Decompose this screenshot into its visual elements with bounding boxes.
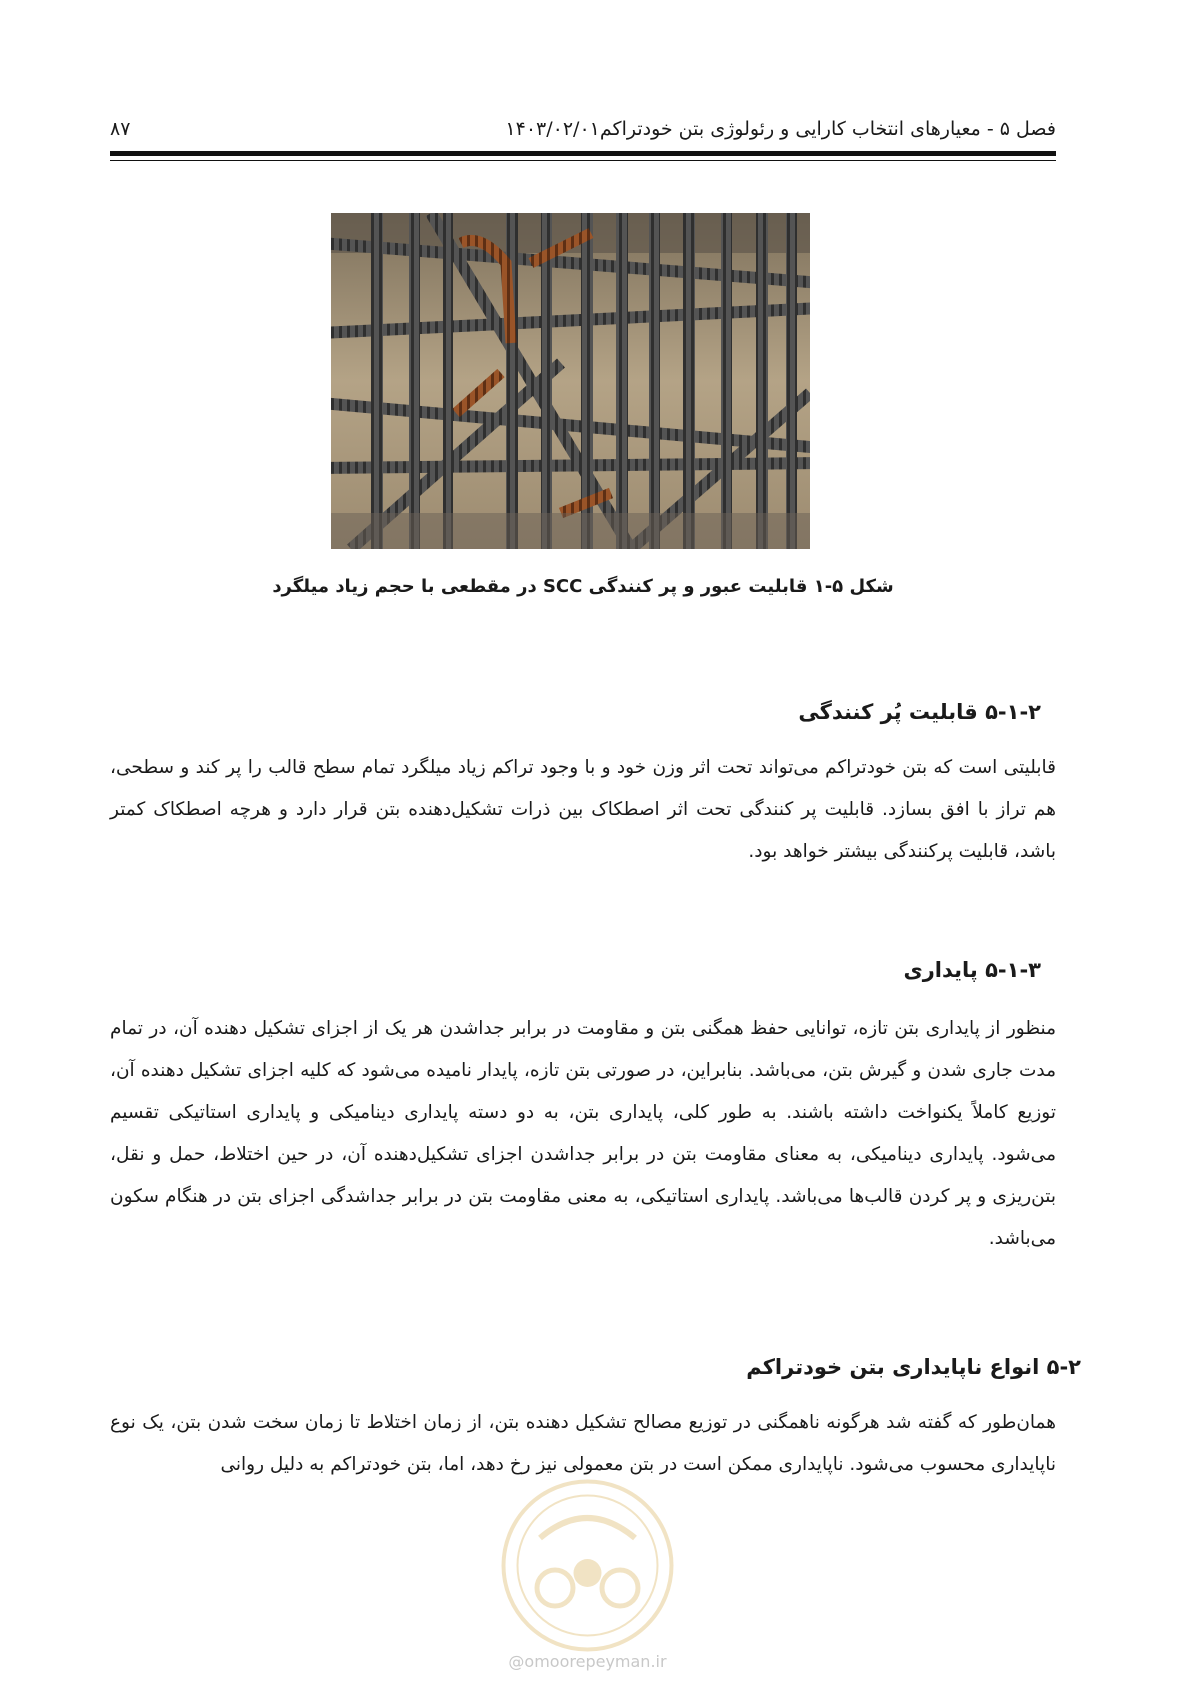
section-paragraph-instability-types: همان‌طور که گفته شد هرگونه ناهمگنی در توزیع مصالح تشکیل دهنده بتن، از زمان اختلاط تا زمان سخت شدن بتن، یک نوع ناپایداری محسوب می‌شود. ناپایداری ممکن است در بتن معمولی نیز رخ دهد، اما، بتن خودتراکم به دلیل روانی <box>110 1412 1056 1475</box>
watermark-seal-icon <box>500 1478 675 1653</box>
section-paragraph-stability: منظور از پایداری بتن تازه، توانایی حفظ همگنی بتن و مقاومت در برابر جداشدن هر یک از اجزای تشکیل دهنده آن، در تمام مدت جاری شدن و گیرش بتن، می‌باشد. بنابراین، در صورتی بتن تازه، پایدار نامیده می‌شود که کلیه اجزای تشکیل دهنده آن، توزیع کاملاً یکنواخت داشته باشند. به طور کلی، پایداری بتن، به دو دسته پایداری دینامیکی و پایداری استاتیکی تقسیم می‌شود. پایداری دینامیکی، به معنای مقاومت بتن در برابر جداشدن اجزای تشکیل‌دهنده آن، در حین اختلاط، حمل و نقل، بتن‌ریزی و پر کردن قالب‌ها می‌باشد. پایداری استاتیکی، به معنی مقاومت بتن در برابر جداشدگی اجزای بتن در هنگام سکون می‌باشد. <box>110 1018 1056 1249</box>
figure-caption: شکل ۵-۱ قابلیت عبور و پر کنندگی SCC در مقطعی با حجم زیاد میلگرد <box>272 576 894 597</box>
header-rule-thick <box>110 151 1056 156</box>
section-paragraph-filling-ability: قابلیتی است که بتن خودتراکم می‌تواند تحت اثر وزن خود و با وجود تراکم زیاد میلگرد تمام سطح قالب را پر کند و سطحی، هم تراز با افق بسازد. قابلیت پر کنندگی تحت اثر اصطکاک بین ذرات تشکیل‌دهنده بتن قرار دارد و هرچه اصطکاک کمتر باشد، قابلیت پرکنندگی بیشتر خواهد بود. <box>110 757 1056 862</box>
section-heading-stability: ۵-۱-۳ پایداری <box>903 958 1041 982</box>
rebar-photo-drawing <box>331 213 810 549</box>
header-rule-thin <box>110 160 1056 161</box>
section-heading-filling-ability: ۵-۱-۲ قابلیت پُر کنندگی <box>798 700 1041 724</box>
page-header <box>110 112 1056 156</box>
rebar-photo <box>331 213 810 549</box>
page-number: ۸۷ <box>110 118 131 140</box>
section-heading-instability-types: ۵-۲ انواع ناپایداری بتن خودتراکم <box>746 1355 1081 1379</box>
chapter-title: فصل ۵ - معیارهای انتخاب کارایی و رئولوژی بتن خودتراکم۱۴۰۳/۰۲/۰۱ <box>505 118 1056 140</box>
watermark-url: @omoorepeyman.ir <box>508 1652 667 1671</box>
watermark-logo <box>500 1478 675 1653</box>
